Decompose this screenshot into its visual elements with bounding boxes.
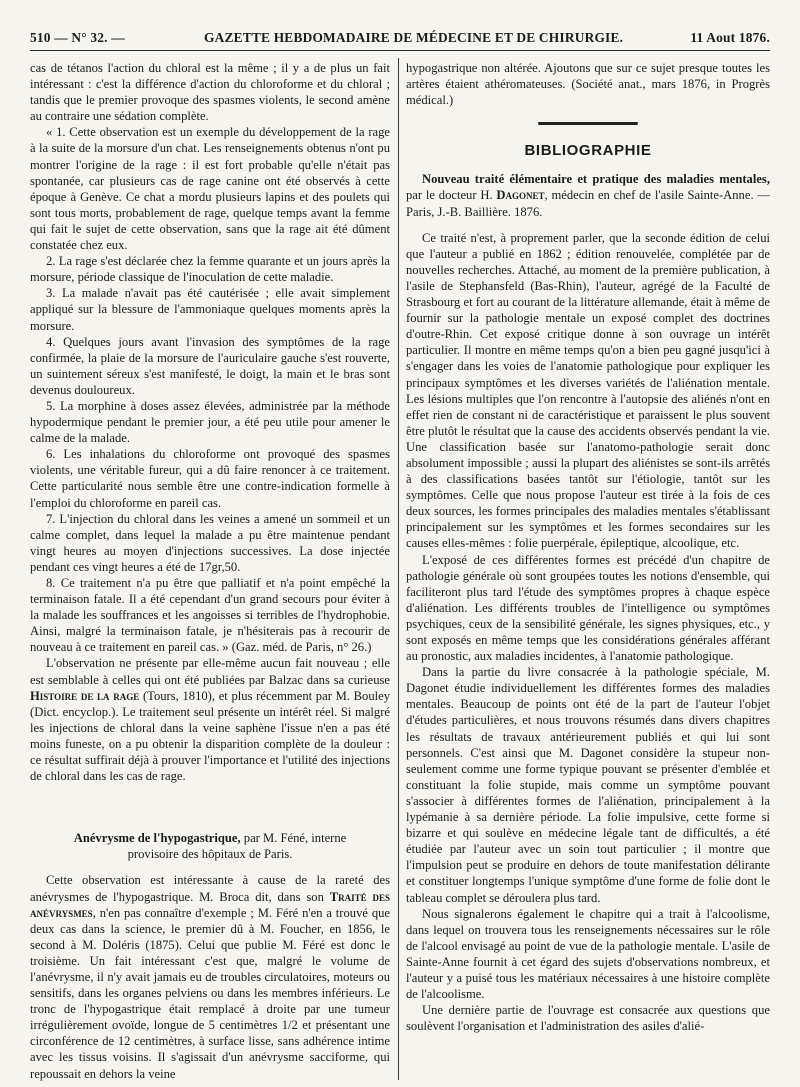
- page-header: [30, 26, 770, 51]
- observation-item-1: « 1. Cette observation est un exemple du développement de la rage à la suite de la morsure d'un chat. Les renseignements obtenus n'ont pu montrer l'origine de la rage : il est fort probable qu'elle n'était pas spontanée, car plusieurs cas de rage canine ont été observés à cette époque à Genève. Ce chat a mordu plusieurs lapins et des poulets qui sont tous morts, probablement de rage, quelque temps avant la femme qui fait le sujet de cette observation, sans que la rage ait été dûment constatée chez eux.: [30, 125, 390, 253]
- observation-item-4: 4. Quelques jours avant l'invasion des symptômes de la rage confirmée, la plaie de la morsure de l'auriculaire gauche s'est rouverte, un suintement séreux s'est manifesté, le doigt, la main et le bras sont devenus douloureux.: [30, 334, 390, 397]
- commentary-book-title: Histoire de la rage: [30, 688, 140, 703]
- book-title: Nouveau traité élémentaire et pratique des maladies mentales,: [422, 172, 770, 187]
- section-title: BIBLIOGRAPHIE: [524, 142, 652, 160]
- spacer: [30, 784, 390, 830]
- page-number-issue: [30, 30, 125, 46]
- spacer: [406, 220, 770, 230]
- continued-paragraph-right: hypogastrique non altérée. Ajoutons que sur ce sujet presque toutes les artères étaient athéromateuses. (Société anat., mars 1876, in Progrès médical.): [406, 61, 770, 108]
- page-number: 510: [30, 30, 51, 45]
- book-publisher: , médecin en chef de l'asile Sainte-Anne. — Paris, J.-B. Baillière. 1876.: [406, 188, 770, 219]
- observation-item-3: 3. La malade n'avait pas été cautérisée ; elle avait simplement appliqué sur la blessure de l'ammoniaque quelques moments après la morsure.: [30, 286, 390, 333]
- column-divider: [398, 58, 399, 1080]
- review-paragraph-5: Une dernière partie de l'ouvrage est consacrée aux questions que soulèvent l'organisation et l'administration des asiles d'alié-: [406, 1003, 770, 1034]
- review-paragraph-1: Ce traité n'est, à proprement parler, que la seconde édition de celui que l'auteur a publié en 1862 ; édition renouvelée, complétée par de nouvelles recherches. Attaché, au moment de la première publication, à l'asile de Stephansfeld (Bas-Rhin), l'auteur, agrégé de la Faculté de Strasbourg et fort au courant de la littérature allemande, était à même de fournir sur la pathologie mentale un exposé complet des doctrines d'outre-Rhin. Cet exposé critique donne à son ouvrage un intérêt particulier. Il montre en même temps qu'on a bien peu gagné jusqu'ici à s'engager dans les voies de l'anatomie pathologique pour expliquer les principaux symptômes et les diverses variétés de l'aliénation mentale. Les lésions multiples que l'on rencontre à l'autopsie des aliénés n'ont en effet rien de constant ni de caractéristique et paraissent le plus souvent être plutôt le résultat que la cause des accidents observés pendant la vie. Une classification basée sur l'anatomo-pathologie serait donc absolument impossible ; aussi la plupart des aliénistes se sont-ils arrêtés à des classifications basées tantôt sur l'étiologie, tantôt sur les symptômes. Celle que nous propose l'auteur est tirée à la fois de ces deux sources, les formes principales des maladies mentales s'établissant principalement sur les symptômes et les formes secondaires sur les causes elles-mêmes : folie puerpérale, épileptique, alcoolique, etc.: [406, 230, 770, 551]
- article-subtitle: provisoire des hôpitaux de Paris.: [127, 847, 293, 862]
- article-book-title: Traité des anévrysmes: [30, 889, 390, 920]
- spacer: [30, 862, 390, 872]
- article-paragraph: [30, 872, 390, 1081]
- review-paragraph-4: Nous signalerons également le chapitre qui a trait à l'alcoolisme, dans lequel on trouvera tous les renseignements nécessaires sur le rôle de l'alcool envisagé au point de vue de la pathologie mentale. L'asile de Sainte-Anne fournit à cet égard des sujets d'observations nombreux, et l'auteur y a puisé tous les matériaux nécessaires à une histoire complète de l'alcoolisme.: [406, 906, 770, 1002]
- section-separator: [538, 122, 638, 125]
- article-title: [30, 830, 390, 846]
- book-by: par le docteur H.: [406, 188, 497, 203]
- article-text-b: , n'en pas connaître d'exemple ; M. Féré n'en a trouvé que deux cas dans la science, le premier dû à M. Foucher, en 1856, le second à M. Doléris (1875). Celui que publie M. Féré est donc le troisième. Un fait intéressant c'est que, malgré le volume de l'anévrysme, il n'y avait jamais eu de troubles circulatoires, moteurs ou sensitifs, dans les organes pelviens ou dans les membres inférieurs. Le tronc de l'hypogastrique était remplacé à droite par une tumeur irrégulièrement ovoïde, longue de 5 centimètres 1/2 et présentant une circonférence de 12 centimètres, à surface lisse, sans adhérence intime avec les tissus voisins. Il s'agissait d'un anévrysme sacciforme, qui repoussait en dehors la veine: [30, 905, 390, 1081]
- review-paragraph-2: L'exposé de ces différentes formes est précédé d'un chapitre de pathologie générale où sont groupées toutes les notions d'ensemble, qui faciliteront plus tard l'étude des symptômes propres à chaque espèce d'aliénation. Les différents troubles de l'intelligence ou symptômes psychiques, ceux de la sensibilité générale, les signes physiques, etc., y sont exposés en même temps que les considérations générales afférant au pronostic, aux maladies incidentes, à l'anatomie pathologique.: [406, 552, 770, 664]
- observation-item-5: 5. La morphine à doses assez élevées, administrée par la méthode hypodermique pendant le premier jour, a été peu utile pour amener le calme de la malade.: [30, 398, 390, 446]
- article-title-bold: Anévrysme de l'hypogastrique,: [73, 831, 241, 846]
- commentary-text-b: (Tours, 1810), et plus récemment par M. Bouley (Dict. encyclop.). Le traitement seul présente un intérêt réel. Si malgré les injections de chloral dans la veine saphène l'issue n'en a pas été moins funeste, on a pu obtenir la disparition complète de la douleur : ce résultat suffirait déjà à prouver l'importance et l'utilité des injections de chloral dans les cas de rage.: [30, 688, 390, 784]
- observation-item-7: 7. L'injection du chloral dans les veines a amené un sommeil et un calme complet, dans lequel la malade a pu être maintenue pendant vingt heures au moyen d'injections successives. La dose injectée pendant ces vingt heures a été de 17gr,50.: [30, 511, 390, 574]
- book-reference: [406, 171, 770, 219]
- book-author: Dagonet: [496, 188, 545, 203]
- observation-item-6: 6. Les inhalations du chloroforme ont provoqué des spasmes violents, une véritable fureur, qui a dû faire renoncer à ce traitement. Cette particularité nous semble être une contre-indication formelle à l'emploi du chloroforme en pareil cas.: [30, 447, 390, 510]
- issue-date: 11 Aout 1876.: [690, 30, 770, 45]
- review-paragraph-3: Dans la partie du livre consacrée à la pathologie spéciale, M. Dagonet étudie individuellement les différentes formes des maladies mentales. Beaucoup de points ont été de la part de l'auteur l'objet d'études particulières, et nous trouvons résumés dans divers chapitres les résultats de travaux antérieurement publiés et qui lui sont personnels. C'est ainsi que M. Dagonet considère la stupeur non-seulement comme une forme typique pouvant se présenter d'emblée et constituant la folie stupide, mais comme un symptôme pouvant s'associer à différentes formes de l'aliénation, principalement à la lypémanie à sa dernière période. La folie impulsive, cette forme si bizarre et qui soulève en médecine légale tant de difficultés, a été étudiée par l'auteur avec un soin tout particulier ; il montre que l'impulsion peut se produire en dehors de toute manifestation délirante et constituer longtemps l'unique symptôme d'une forme de folie dont le tableau complet se déroulera plus tard.: [406, 665, 770, 905]
- article-text-a: Cette observation est intéressante à cause de la rareté des anévrysmes de l'hypogastrique. M. Broca dit, dans son: [30, 873, 390, 904]
- article-title-author: par M. Féné, interne: [240, 831, 347, 846]
- right-column: [406, 60, 770, 1082]
- observation-item-2: 2. La rage s'est déclarée chez la femme quarante et un jours après la morsure, période classique de l'inoculation de cette maladie.: [30, 254, 390, 285]
- observation-item-8: 8. Ce traitement n'a pu être que palliatif et n'a point empêché la terminaison fatale. Il a été cependant d'un grand secours pour éviter à la malade les souffrances et les angoisses si terribles de l'hydrophobie. Ainsi, malgré la terminaison fatale, je n'hésiterais pas à recourir de nouveau à ce traitement en pareil cas. » (Gaz. méd. de Paris, n° 26.): [30, 576, 390, 655]
- journal-title: GAZETTE HEBDOMADAIRE DE MÉDECINE ET DE CHIRURGIE.: [204, 30, 624, 45]
- left-column: [30, 60, 390, 1082]
- commentary-paragraph: [30, 655, 390, 784]
- issue-number: — N° 32. —: [54, 30, 125, 45]
- commentary-text-a: L'observation ne présente par elle-même aucun fait nouveau ; elle est semblable à celles qui ont été publiées par Balzac dans sa curieuse: [30, 656, 390, 687]
- continued-paragraph: cas de tétanos l'action du chloral est la même ; il y a de plus un fait intéressant : c'est la différence d'action du chloroforme et du chloral ; tandis que le premier provoque des spasmes violents, le second amène au contraire une sédation complète.: [30, 61, 390, 124]
